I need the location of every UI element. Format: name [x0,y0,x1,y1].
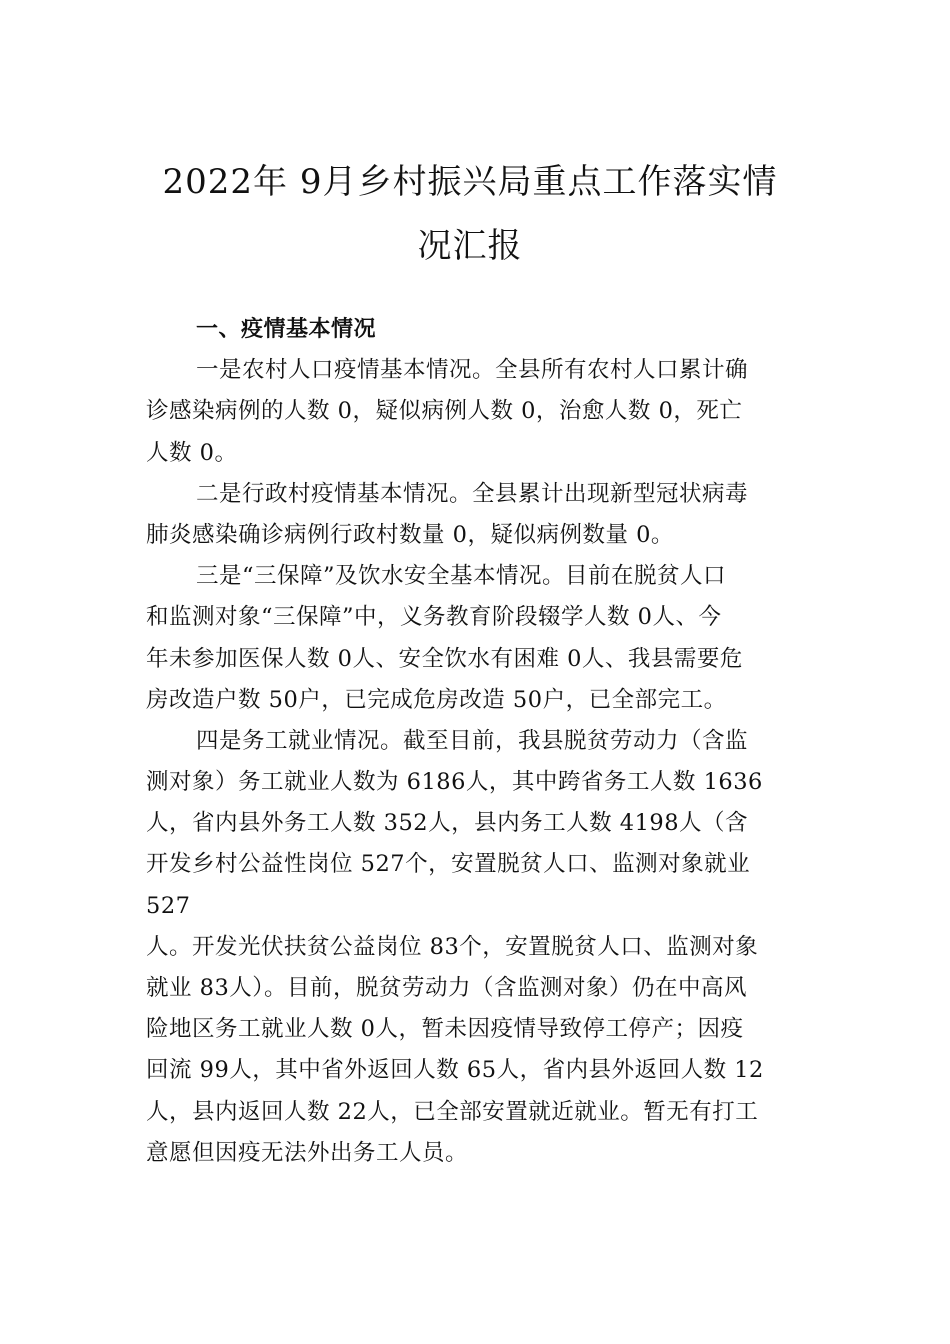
paragraph-4-line-7: 就业 83人）。目前，脱贫劳动力（含监测对象）仍在中高风 [146,975,748,1001]
paragraph-3-line-1: 三是“三保障”及饮水安全基本情况。目前在脱贫人口 [196,563,727,590]
document-body [146,309,811,1174]
paragraph-4-line-9: 回流 99人，其中省外返回人数 65人，省内县外返回人数 12 [146,1057,764,1084]
paragraph-3-line-3: 年未参加医保人数 0人、安全饮水有困难 0人、我县需要危 [146,645,743,672]
paragraph-4-line-4: 开发乡村公益性岗位 527个，安置脱贫人口、监测对象就业 [146,851,751,878]
page-title-line-2: 况汇报 [417,226,523,266]
paragraph-4-line-3: 人，省内县外务工人数 352人，县内务工人数 4198人（含 [146,810,749,837]
paragraph-2-line-1: 二是行政村疫情基本情况。全县累计出现新型冠状病毒 [196,480,749,507]
section-heading-1: 一、疫情基本情况 [196,317,377,342]
paragraph-4-line-2: 测对象）务工就业人数为 6186人，其中跨省务工人数 1636 [146,769,763,796]
paragraph-1-line-3: 人数 0。 [146,439,238,466]
paragraph-4-line-10: 人，县内返回人数 22人，已全部安置就近就业。暂无有打工 [146,1098,759,1125]
paragraph-4-line-11: 意愿但因疫无法外出务工人员。 [146,1139,469,1166]
page-title-line-1: 2022年 9月乡村振兴局重点工作落实情 [162,162,778,202]
paragraph-4-line-1: 四是务工就业情况。截至目前，我县脱贫劳动力（含监 [196,727,749,754]
paragraph-4-line-8: 险地区务工就业人数 0人，暂未因疫情导致停工停产；因疫 [146,1016,744,1043]
page-title [150,150,790,278]
paragraph-3-line-2: 和监测对象“三保障”中，义务教育阶段辍学人数 0人、今 [146,604,722,631]
paragraph-4-line-5: 527 [146,892,191,919]
paragraph-1-line-2: 诊感染病例的人数 0，疑似病例人数 0，治愈人数 0，死亡 [146,398,743,425]
paragraph-4-line-6: 人。开发光伏扶贫公益岗位 83个，安置脱贫人口、监测对象 [146,933,759,960]
paragraph-3-line-4: 房改造户数 50户，已完成危房改造 50户，已全部完工。 [146,686,727,713]
paragraph-1-line-1: 一是农村人口疫情基本情况。全县所有农村人口累计确 [196,357,749,384]
paragraph-2-line-2: 肺炎感染确诊病例行政村数量 0，疑似病例数量 0。 [146,521,674,548]
